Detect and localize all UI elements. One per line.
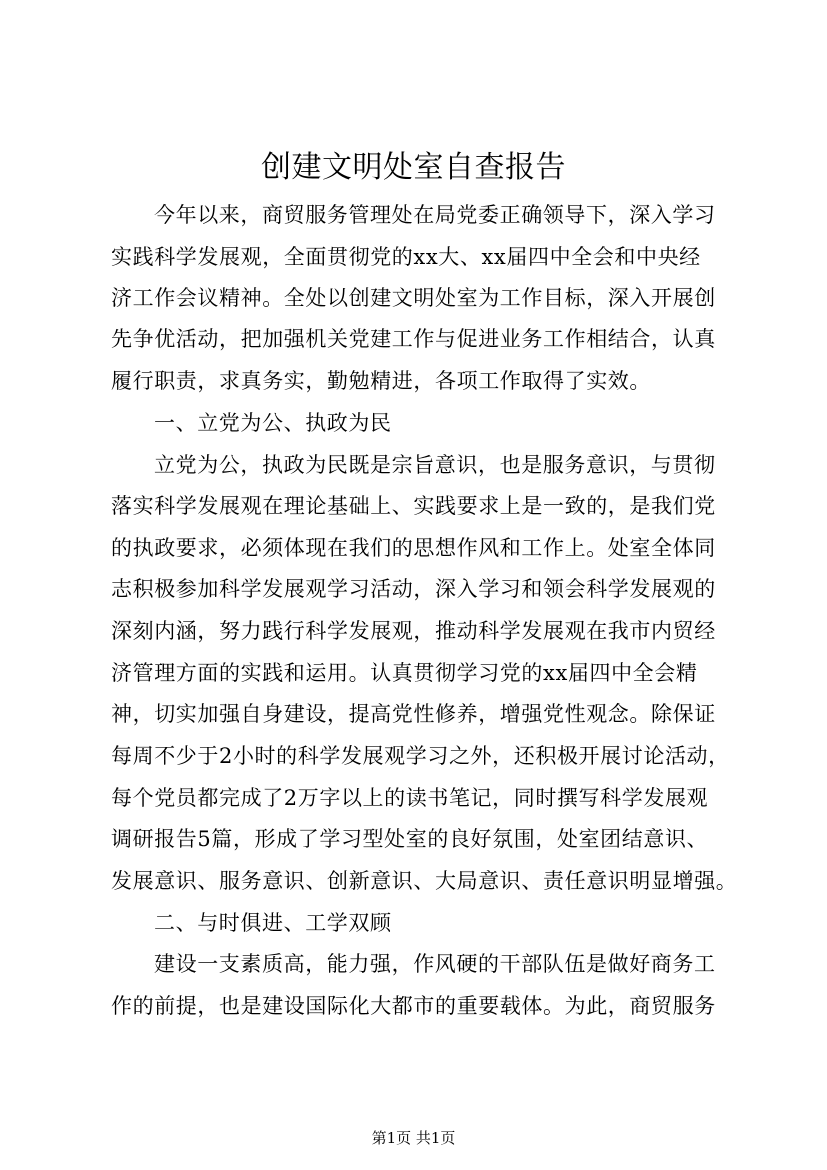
paragraph-line: 济工作会议精神。全处以创建文明处室为工作目标，深入开展创 — [111, 286, 716, 310]
paragraph-line: 落实科学发展观在理论基础上、实践要求上是一致的，是我们党 — [111, 494, 716, 518]
document-title: 创建文明处室自查报告 — [261, 150, 566, 185]
paragraph-line: 作的前提，也是建设国际化大都市的重要载体。为此，商贸服务 — [111, 994, 716, 1018]
paragraph-line: 履行职责，求真务实，勤勉精进，各项工作取得了实效。 — [111, 369, 651, 393]
paragraph-line: 调研报告5篇，形成了学习型处室的良好氛围，处室团结意识、 — [111, 827, 709, 851]
paragraph-line: 的执政要求，必须体现在我们的思想作风和工作上。处室全体同 — [111, 536, 716, 560]
paragraph-line: 发展意识、服务意识、创新意识、大局意识、责任意识明显增强。 — [111, 869, 738, 893]
paragraph-line: 济管理方面的实践和运用。认真贯彻学习党的xx届四中全会精 — [111, 661, 698, 685]
paragraph-line: 每个党员都完成了2万字以上的读书笔记，同时撰写科学发展观 — [111, 786, 709, 810]
section-heading: 一、立党为公、执政为民 — [154, 411, 392, 435]
section-heading: 二、与时俱进、工学双顾 — [154, 911, 392, 935]
paragraph-line: 今年以来，商贸服务管理处在局党委正确领导下，深入学习 — [154, 203, 716, 227]
paragraph-line: 志积极参加科学发展观学习活动，深入学习和领会科学发展观的 — [111, 577, 716, 601]
paragraph-line: 实践科学发展观，全面贯彻党的xx大、xx届四中全会和中央经 — [111, 245, 701, 269]
page-footer: 第1页 共1页 — [371, 1129, 456, 1147]
paragraph-line: 每周不少于2小时的科学发展观学习之外，还积极开展讨论活动， — [111, 744, 730, 768]
paragraph-line: 立党为公，执政为民既是宗旨意识，也是服务意识，与贯彻 — [154, 453, 716, 477]
paragraph-line: 神，切实加强自身建设，提高党性修养，增强党性观念。除保证 — [111, 702, 716, 726]
paragraph-line: 先争优活动，把加强机关党建工作与促进业务工作相结合，认真 — [111, 327, 716, 351]
paragraph-line: 建设一支素质高，能力强，作风硬的干部队伍是做好商务工 — [154, 952, 716, 976]
paragraph-line: 深刻内涵，努力践行科学发展观，推动科学发展观在我市内贸经 — [111, 619, 716, 643]
